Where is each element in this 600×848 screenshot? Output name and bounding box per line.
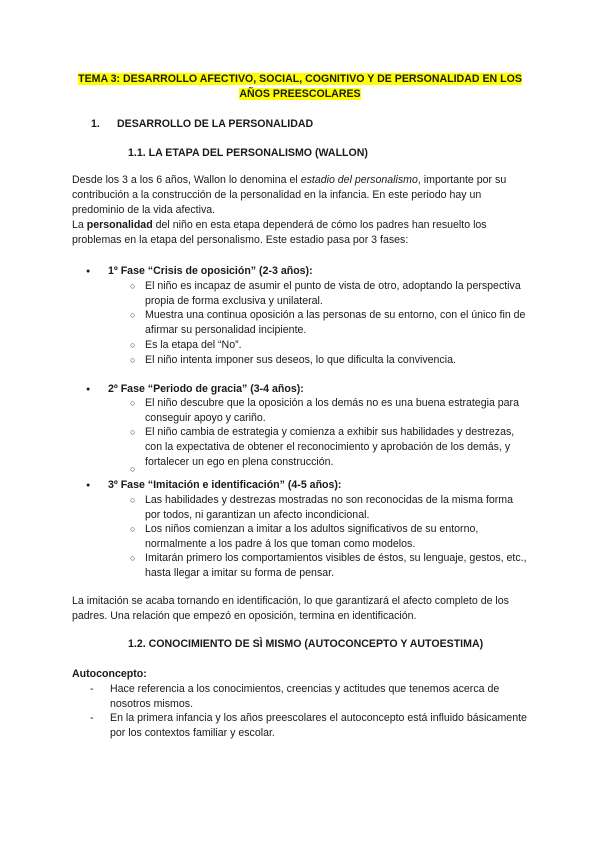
- phase-1-item-3: ○ Es la etapa del “No”.: [145, 338, 530, 353]
- title-line-1: TEMA 3: DESARROLLO AFECTIVO, SOCIAL, COGNITIVO Y DE PERSONALIDAD EN LOS: [78, 73, 522, 85]
- phase-3-item-2: ○ Los niños comienzan a imitar a los adultos significativos de su entorno, normalmente a los padre á los que toman como modelos.: [145, 522, 530, 552]
- section-1-title: DESARROLLO DE LA PERSONALIDAD: [117, 118, 314, 130]
- autoconcepto-heading: Autoconcepto:: [72, 668, 147, 680]
- phase-3-item-3: ○ Imitarán primero los comportamientos visibles de éstos, su lenguaje, gestos, etc., hasta llegar a imitar su forma de pensar.: [145, 551, 530, 581]
- intro-p1-text-c: , importante por su contribución a la construcción de la personalidad en la infancia. En este periodo hay un predominio de la vida afectiva.: [72, 174, 507, 216]
- intro-p2-text-c: del niño en esta etapa dependerá de cómo los padres han resuelto los problemas en la etapa del personalismo. Este estadio pasa por 3 fases:: [72, 219, 487, 246]
- phase-2-empty-item: [145, 462, 530, 474]
- intro-p1-italic: estadio del personalismo: [300, 174, 418, 186]
- phase-1-item-1: ○ El niño es incapaz de asumir el punto de vista de otro, adoptando la perspectiva propia de forma exclusiva y unilateral.: [145, 279, 530, 309]
- phase-3-item-1: ○ Las habilidades y destrezas mostradas no son reconocidas de la misma forma por todos, ni garantizan un afecto incondicional.: [145, 493, 530, 523]
- phase-3-label-text: 3º Fase “Imitación e identificación” (4-5 años):: [108, 479, 342, 491]
- phase-1-label-text: 1º Fase “Crisis de oposición” (2-3 años):: [108, 265, 313, 277]
- intro-paragraph-1: [72, 173, 532, 218]
- autoconcepto-item-2: - En la primera infancia y los años preescolares el autoconcepto está influido básicamente por los contextos familiar y escolar.: [110, 711, 530, 741]
- section-1-number: 1.: [91, 118, 100, 130]
- intro-paragraph-2: [72, 218, 532, 248]
- document-title: [70, 72, 530, 102]
- conclusion-paragraph: La imitación se acaba tornando en identificación, lo que garantizará el afecto completo de los padres. Una relación que empezó en oposición, termina en identificación.: [72, 595, 509, 622]
- section-1-heading: [91, 117, 313, 132]
- phase-1-item-2: ○ Muestra una continua oposición a las personas de su entorno, con el único fin de afirmar su personalidad incipiente.: [145, 308, 530, 338]
- phase-1-item-4: ○ El niño intenta imponer sus deseos, lo que dificulta la convivencia.: [145, 353, 530, 368]
- title-line-2: AÑOS PREESCOLARES: [239, 88, 361, 100]
- intro-p2-text-a: La: [72, 219, 87, 231]
- subsection-1-1-heading: 1.1. LA ETAPA DEL PERSONALISMO (WALLON): [128, 147, 368, 159]
- intro-p2-bold: personalidad: [86, 219, 153, 231]
- subsection-1-2-heading: 1.2. CONOCIMIENTO DE SÌ MISMO (AUTOCONCEPTO Y AUTOESTIMA): [128, 638, 484, 650]
- autoconcepto-item-1: - Hace referencia a los conocimientos, creencias y actitudes que tenemos acerca de nosotros mismos.: [110, 682, 530, 712]
- phase-2-item-1: ○ El niño descubre que la oposición a los demás no es una buena estrategia para conseguir apoyo y cariño.: [145, 396, 530, 426]
- phase-2-item-2: ○ El niño cambia de estrategia y comienza a exhibir sus habilidades y destrezas, con la expectativa de obtener el reconocimiento y aprobación de los demás, y fortalecer un ego en plena construcción.: [145, 425, 530, 470]
- phase-2-label-text: 2º Fase “Periodo de gracia” (3-4 años):: [108, 383, 304, 395]
- intro-p1-text-a: Desde los 3 a los 6 años, Wallon lo denomina el: [72, 174, 301, 186]
